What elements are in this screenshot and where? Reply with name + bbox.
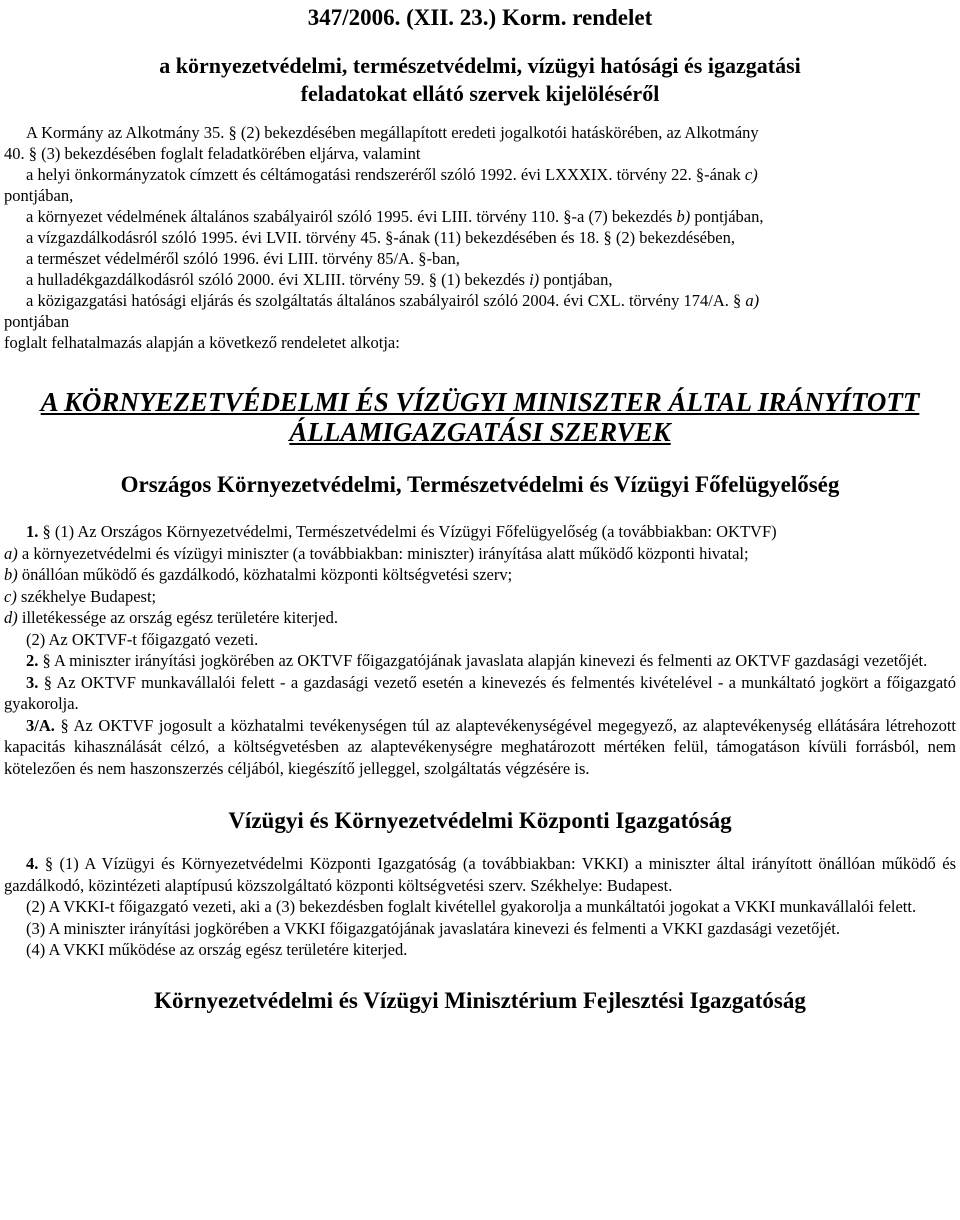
point-d-text: illetékessége az ország egész területére kiterjed. — [21, 608, 338, 627]
section-heading-vkki: Vízügyi és Környezetvédelmi Központi Igazgatóság — [228, 808, 732, 833]
reference-2-suffix: pontjában, — [694, 207, 764, 226]
section-1-number: 1. — [26, 522, 39, 541]
reference-2-text: a környezet védelmének általános szabályairól szóló 1995. évi LIII. törvény 110. §-a (7) bekezdés — [26, 207, 673, 226]
reference-5-text: a hulladékgazdálkodásról szóló 2000. évi XLIII. törvény 59. § (1) bekezdés — [26, 270, 525, 289]
section-1-point-a — [4, 543, 956, 565]
main-heading — [4, 387, 956, 447]
section-1-point-c — [4, 586, 956, 608]
section-3-text: § Az OKTVF munkavállalói felett - a gazdasági vezető esetén a kinevezés és felmentés kivételével - a munkáltató jogkört a főigazgató gyakorolja. — [4, 672, 957, 713]
reference-2 — [4, 206, 956, 227]
section-3a — [4, 715, 956, 780]
section-1-point-b — [4, 564, 956, 586]
point-a-label: a) — [4, 543, 18, 563]
reference-4: a természet védelméről szóló 1996. évi LIII. törvény 85/A. §-ban, — [26, 249, 460, 268]
reference-6 — [4, 290, 956, 311]
reference-1-text: a helyi önkormányzatok címzett és céltámogatási rendszeréről szóló 1992. évi LXXXIX. törvény 22. §-ának — [26, 165, 741, 184]
section-4-number: 4. — [26, 854, 39, 873]
decree-title-line-1: a környezetvédelmi, természetvédelmi, vízügyi hatósági és igazgatási — [159, 53, 801, 78]
reference-5-suffix: pontjában, — [543, 270, 613, 289]
reference-3: a vízgazdálkodásról szóló 1995. évi LVII. törvény 45. §-ának (11) bekezdésében és 18. § (2) bekezdésében, — [26, 228, 735, 247]
section-4-paragraph-3: (3) A miniszter irányítási jogkörében a VKKI főigazgatójának javaslatára kinevezi és felmenti a VKKI gazdasági vezetőjét. — [26, 918, 841, 938]
section-4-paragraph-2: (2) A VKKI-t főigazgató vezeti, aki a (3) bekezdésben foglalt kivétellel gyakorolja a munkáltatói jogokat a VKKI munkavállalói felett. — [26, 897, 917, 916]
section-1-paragraph-1 — [4, 521, 956, 543]
decree-number-title: 347/2006. (XII. 23.) Korm. rendelet — [307, 5, 653, 30]
section-1-paragraph-2: (2) Az OKTVF-t főigazgató vezeti. — [26, 629, 259, 649]
reference-2-point: b) — [676, 207, 691, 226]
reference-1-point: c) — [744, 165, 758, 184]
point-d-label: d) — [4, 608, 18, 627]
point-b-label: b) — [4, 565, 18, 584]
section-heading-development-directorate: Környezetvédelmi és Vízügyi Minisztérium Fejlesztési Igazgatóság — [154, 987, 806, 1013]
main-heading-line-2: ÁLLAMIGAZGATÁSI SZERVEK — [289, 417, 671, 447]
point-a-text: a környezetvédelmi és vízügyi miniszter (a továbbiakban: miniszter) irányítása alatt működő központi hivatal; — [21, 543, 749, 563]
preamble-line-1: A Kormány az Alkotmány 35. § (2) bekezdésében megállapított eredeti jogalkotói hatáskörében, az Alkotmány — [26, 123, 759, 142]
main-heading-line-1: A KÖRNYEZETVÉDELMI ÉS VÍZÜGYI MINISZTER ÁLTAL IRÁNYÍTOTT — [40, 387, 920, 417]
section-4-text: § (1) A Vízügyi és Környezetvédelmi Központi Igazgatóság (a továbbiakban: VKKI) a miniszter által irányított önállóan működő és gazdálkodó, közintézeti alaptípusú közszolgáltató központi költségvetési szerv. Székhelye: Budapest. — [4, 854, 956, 895]
section-3 — [4, 672, 956, 715]
reference-5-point: i) — [529, 270, 540, 289]
decree-title-line-2: feladatokat ellátó szervek kijelöléséről — [300, 81, 660, 106]
preamble-line-2: 40. § (3) bekezdésében foglalt feladatkörében eljárva, valamint — [4, 144, 421, 163]
point-b-text: önállóan működő és gazdálkodó, közhatalmi központi költségvetési szerv; — [21, 565, 513, 584]
section-1-text: § (1) Az Országos Környezetvédelmi, Természetvédelmi és Vízügyi Főfelügyelőség (a továbbiakban: OKTVF) — [42, 522, 777, 541]
reference-5 — [4, 269, 956, 290]
point-c-label: c) — [4, 586, 17, 606]
reference-6-suffix: pontjában — [4, 312, 70, 331]
section-2 — [4, 650, 956, 672]
reference-1 — [4, 164, 956, 185]
section-1-point-d — [4, 607, 956, 629]
section-3-number: 3. — [26, 672, 39, 692]
section-4 — [4, 853, 956, 961]
preamble — [4, 122, 956, 353]
point-c-text: székhelye Budapest; — [20, 586, 157, 606]
reference-6-point: a) — [745, 291, 760, 310]
section-3a-text: § Az OKTVF jogosult a közhatalmi tevékenységen túl az alaptevékenységével megegyező, az alaptevékenység ellátására létrehozott kapacitás kihasználását célzó, a költségvetésben az alaptevékenységre meghatározott mértéken felül, támogatáson kívüli forrásból, nem kötelezően és nem haszonszerzés céljából, kiegészítő jelleggel, szolgáltatás végzésére is. — [4, 715, 957, 778]
section-1 — [4, 521, 956, 779]
section-4-paragraph-1 — [4, 853, 956, 896]
reference-1-suffix: pontjában, — [4, 186, 74, 205]
section-4-paragraph-4: (4) A VKKI működése az ország egész területére kiterjed. — [26, 940, 408, 959]
enacting-clause: foglalt felhatalmazás alapján a következő rendeletet alkotja: — [4, 333, 400, 352]
section-2-number: 2. — [26, 651, 39, 670]
section-heading-oktvf: Országos Környezetvédelmi, Természetvédelmi és Vízügyi Főfelügyelőség — [120, 472, 840, 497]
section-2-text: § A miniszter irányítási jogkörében az OKTVF főigazgatójának javaslata alapján kinevezi és felmenti az OKTVF gazdasági vezetőjét. — [42, 651, 928, 670]
reference-6-text: a közigazgatási hatósági eljárás és szolgáltatás általános szabályairól szóló 2004. évi CXL. törvény 174/A. § — [26, 291, 742, 310]
section-3a-number: 3/A. — [26, 715, 55, 735]
